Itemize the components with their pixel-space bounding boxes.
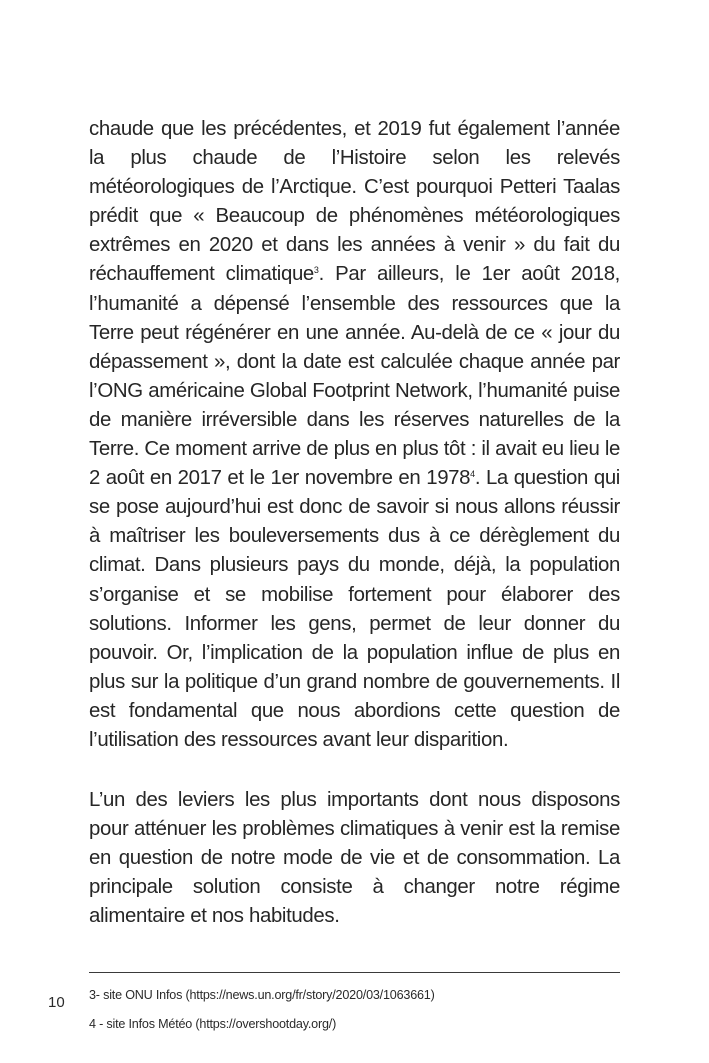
page-number: 10 <box>48 994 65 1011</box>
paragraph-text: . La question qui se pose aujourd’hui est donc de savoir si nous allons réussir à maîtriser les bouleversements dus à ce dérèglement du climat. Dans plusieurs pays du monde, déjà, la population s’organise et se mobilise fortement pour élaborer des solutions. Informer les gens, permet de leur donner du pouvoir. Or, l’implication de la population influe de plus en plus sur la politique d’un grand nombre de gouvernements. Il est fondamental que nous abordions cette question de l’utilisation des ressources avant leur disparition. <box>89 467 620 751</box>
paragraph-text: chaude que les précédentes, et 2019 fut également l’année la plus chaude de l’Histoire selon les relevés météorologiques de l’Arctique. C’est pourquoi Petteri Taalas prédit que « Beaucoup de phénomènes météorologiques extrêmes en 2020 et dans les années à venir » du fait du réchauffement climatique <box>89 118 620 286</box>
footnote: 3- site ONU Infos (https://news.un.org/fr/story/2020/03/1063661) <box>89 988 435 1002</box>
body-paragraph <box>89 115 620 755</box>
footnote: 4 - site Infos Météo (https://overshootday.org/) <box>89 1017 337 1031</box>
paragraph-text: . Par ailleurs, le 1er août 2018, l’humanité a dépensé l’ensemble des ressources que la Terre peut régénérer en une année. Au-delà de ce « jour du dépassement », dont la date est calculée chaque année par l’ONG américaine Global Footprint Network, l’humanité puise de manière irréversible dans les réserves naturelles de la Terre. Ce moment arrive de plus en plus tôt : il avait eu lieu le 2 août en 2017 et le 1er novembre en 1978 <box>89 263 620 490</box>
footnote-divider <box>89 972 620 973</box>
body-paragraph: L’un des leviers les plus importants dont nous disposons pour atténuer les problèmes climatiques à venir est la remise en question de notre mode de vie et de consommation. La principale solution consiste à changer notre régime alimentaire et nos habitudes. <box>89 789 620 928</box>
footnote-ref: 4 <box>470 469 475 480</box>
footnote-ref: 3 <box>313 265 319 276</box>
